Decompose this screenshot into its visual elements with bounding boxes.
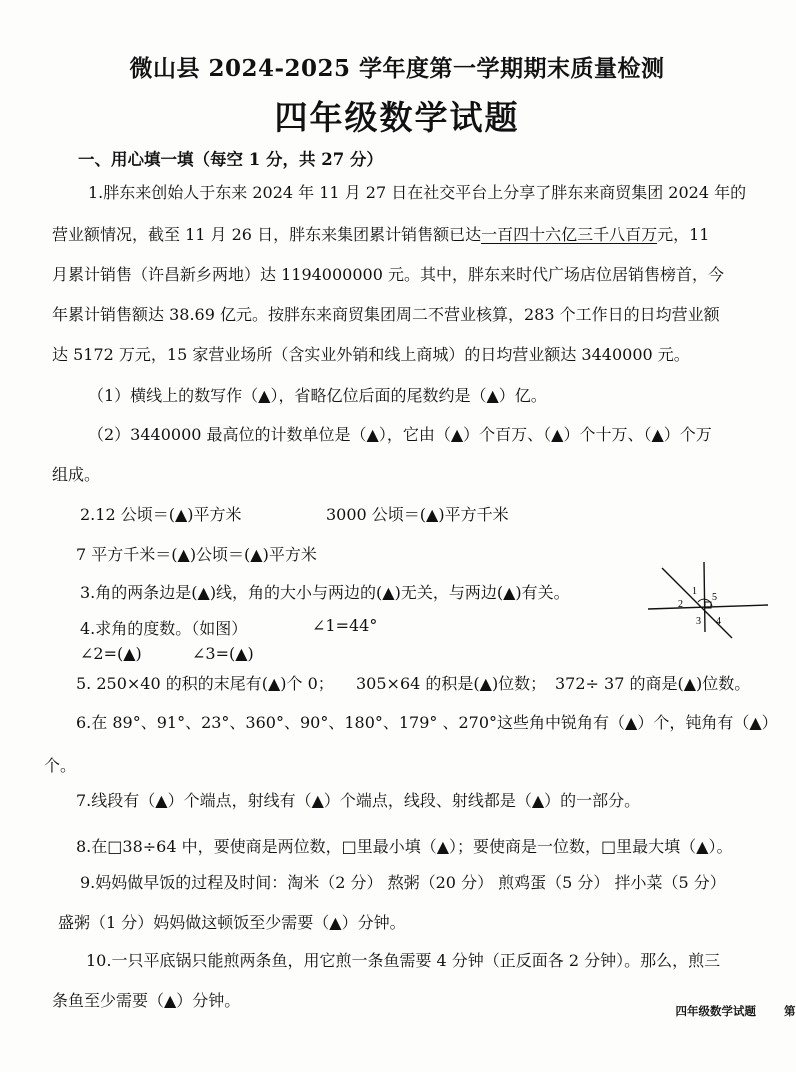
q9-line1: 9.妈妈做早饭的过程及时间：淘米（2 分） 熬粥（20 分） 煎鸡蛋（5 分） 拌小菜（5 分） [80,873,726,892]
q4-prompt: 4.求角的度数。（如图） [80,619,248,638]
q1-line3: 月累计销售（许昌新乡两地）达 1194000000 元。其中，胖东来时代广场店位居销售榜首，今 [52,265,724,284]
q1-line1: 1.胖东来创始人于东来 2024 年 11 月 27 日在社交平台上分享了胖东来商贸集团 2024 年的 [88,183,747,202]
q1-sub2-line1: （2）3440000 最高位的计数单位是（▲），它由（▲）个百万、（▲）个十万、（▲）个万 [88,425,712,444]
q5-part1: 5. 250×40 的积的末尾有(▲)个 0； [76,674,334,693]
figure-vertical-line [704,562,705,632]
q1-sub2-line2: 组成。 [52,465,101,484]
q2-part2: 3000 公顷＝(▲)平方千米 [326,505,509,524]
q8: 8.在□38÷64 中，要使商是两位数，□里最小填（▲）；要使商是一位数，□里最大填（▲）。 [76,837,733,856]
q6-line2: 个。 [44,756,77,775]
q1-line5: 达 5172 万元，15 家营业场所（含实业外销和线上商城）的日均营业额达 3440000 元。 [52,345,690,364]
q5-part3: 372÷ 37 的商是(▲)位数。 [555,674,751,693]
q1-line2 [52,222,709,245]
q3: 3.角的两条边是(▲)线，角的大小与两边的(▲)无关，与两边(▲)有关。 [80,583,570,602]
q1-line4: 年累计销售额达 38.69 亿元。按胖东来商贸集团周二不营业核算，283 个工作日的日均营业额 [52,305,720,324]
figure-label-5: 5 [712,592,717,603]
section-heading: 一、用心填一填（每空 1 分，共 27 分） [78,150,383,169]
angle-figure [642,562,770,640]
figure-diagonal-line [662,568,732,638]
q1-line2-text-b: 元，11 [657,225,710,244]
q7: 7.线段有（▲）个端点，射线有（▲）个端点，线段、射线都是（▲）的一部分。 [76,791,641,810]
q1-line2-text-a: 营业额情况，截至 11 月 26 日，胖东来集团累计销售额已达 [52,225,482,244]
q2-part1: 2.12 公顷＝(▲)平方米 [80,505,242,524]
page-footer-edge-char: 第 [784,1004,796,1018]
page-footer-label: 四年级数学试题 [675,1004,756,1018]
figure-label-4: 4 [716,616,721,627]
q10-line2: 条鱼至少需要（▲）分钟。 [52,991,241,1010]
figure-label-2: 2 [678,599,683,610]
figure-label-3: 3 [696,616,701,627]
q10-line1: 10.一只平底锅只能煎两条鱼，用它煎一条鱼需要 4 分钟（正反面各 2 分钟）。那么，煎三 [86,951,721,970]
figure-label-1: 1 [692,586,697,597]
q2-line2: 7 平方千米＝(▲)公顷＝(▲)平方米 [76,545,317,564]
q9-line2: 盛粥（1 分）妈妈做这顿饭至少需要（▲）分钟。 [58,913,406,932]
exam-subtitle: 四年级数学试题 [274,98,520,137]
q4-angle2: ∠2=(▲) [80,644,142,663]
q1-sub1: （1）横线上的数写作（▲），省略亿位后面的尾数约是（▲）亿。 [88,386,547,405]
q6-line1: 6.在 89°、91°、23°、360°、90°、180°、179° 、270°这些角中锐角有（▲）个，钝角有（▲） [76,713,778,732]
q4-given-angle: ∠1=44° [312,616,378,635]
q1-underlined-number: 一百四十六亿三千八百万 [481,225,658,244]
q4-angle3: ∠3=(▲) [192,644,254,663]
q5-part2: 305×64 的积是(▲)位数； [356,674,547,693]
exam-title: 微山县 2024-2025 学年度第一学期期末质量检测 [129,55,665,82]
